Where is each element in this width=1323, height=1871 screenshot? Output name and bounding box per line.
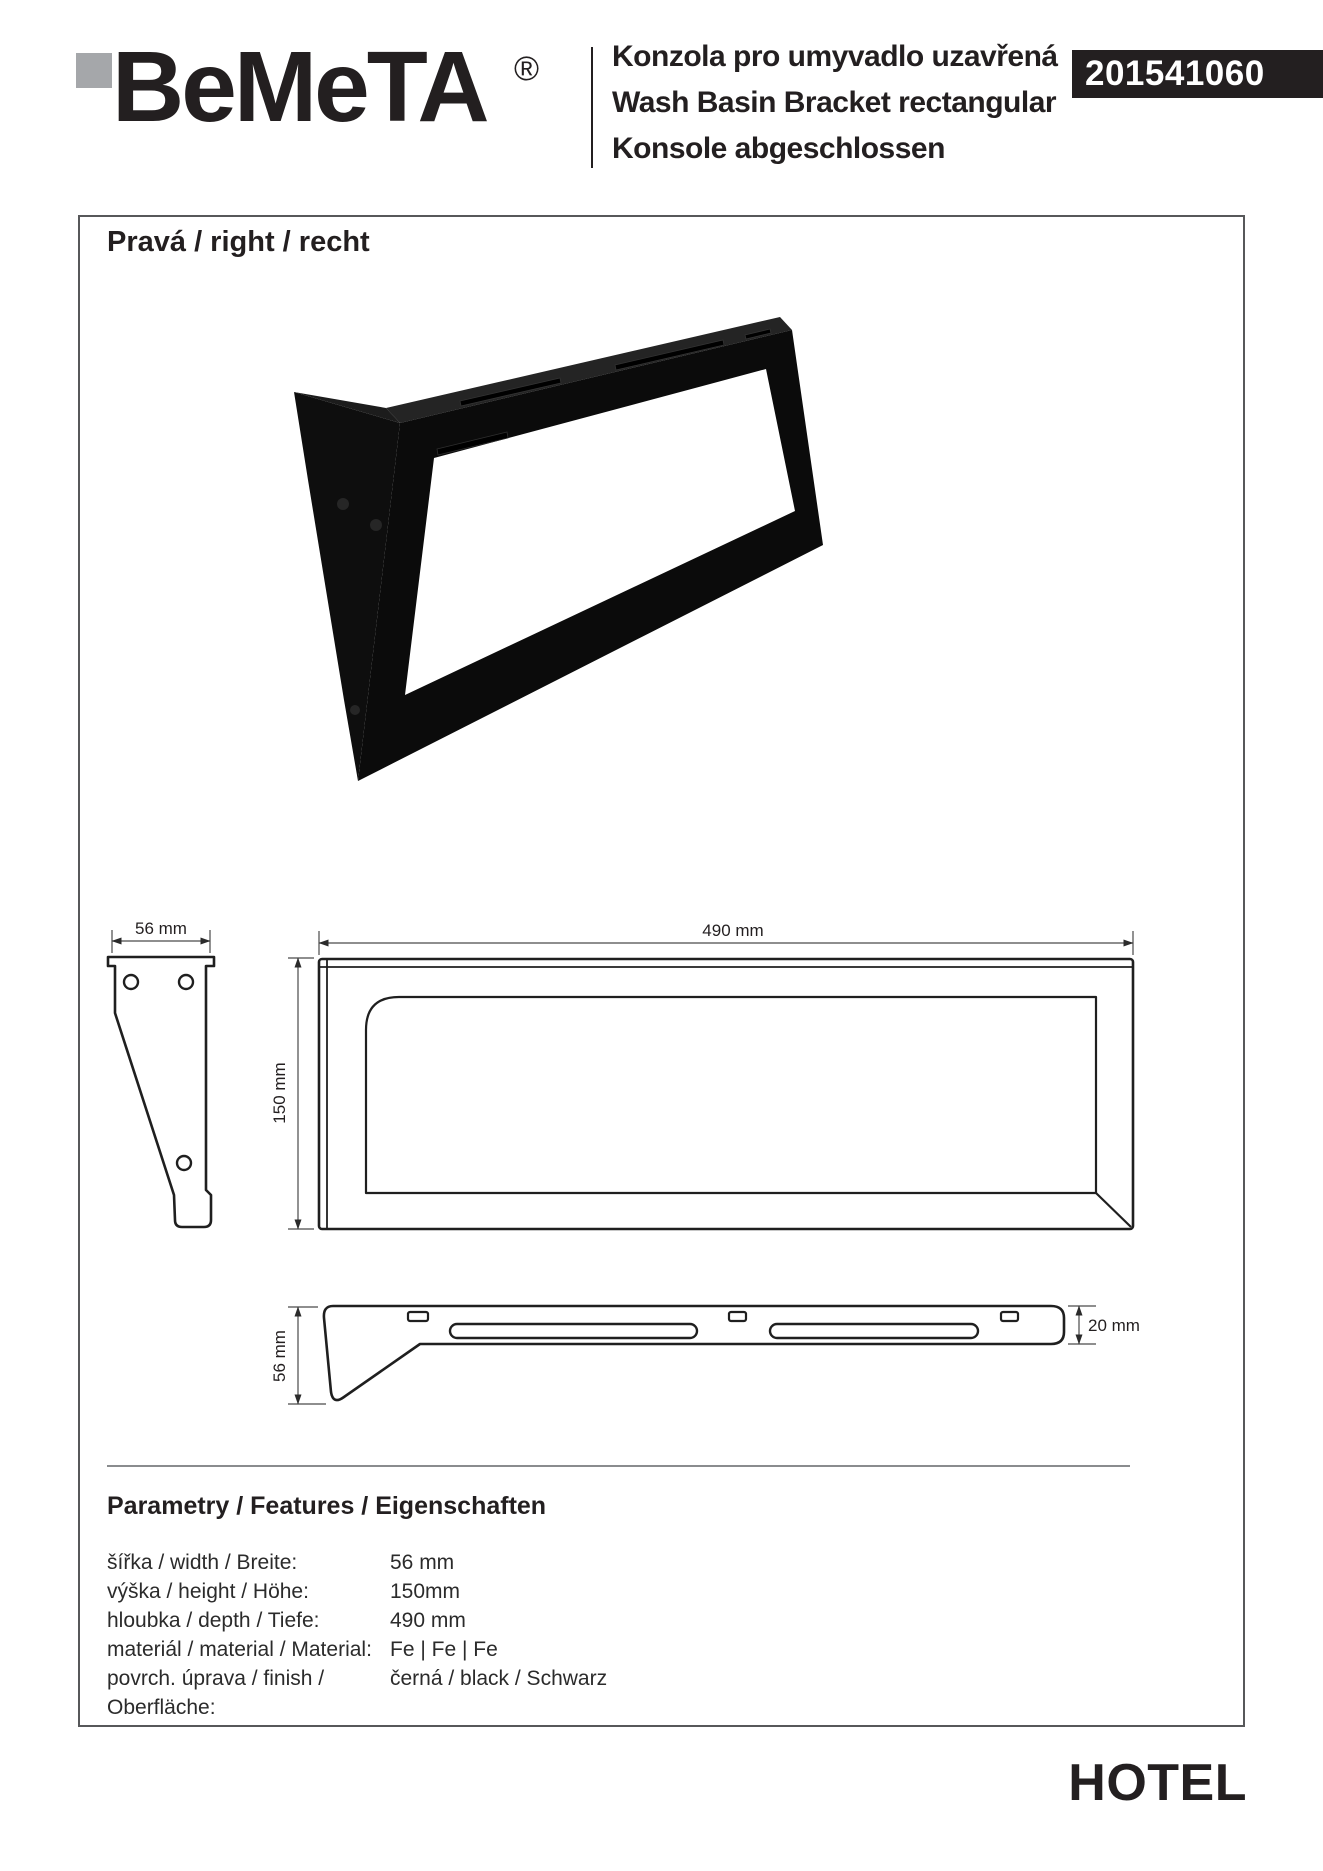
section-divider bbox=[107, 1465, 1130, 1467]
dim-label-front-length: 490 mm bbox=[702, 921, 764, 940]
param-label: hloubka / depth / Tiefe: bbox=[107, 1609, 320, 1632]
table-row bbox=[107, 1606, 807, 1635]
param-value: černá / black / Schwarz bbox=[390, 1667, 608, 1690]
param-label: povrch. úprava / finish / Oberfläche: bbox=[107, 1667, 325, 1719]
table-row bbox=[107, 1548, 807, 1577]
param-label: šířka / width / Breite: bbox=[107, 1551, 298, 1574]
product-title-cs: Konzola pro umyvadlo uzavřená bbox=[612, 40, 1058, 73]
brand-square-icon bbox=[76, 53, 112, 88]
table-row bbox=[107, 1664, 807, 1719]
dim-label-front-height: 150 mm bbox=[270, 1062, 289, 1124]
product-title-block bbox=[612, 34, 1062, 172]
parameters-heading: Parametry / Features / Eigenschaften bbox=[107, 1492, 547, 1520]
dim-label-side-width: 56 mm bbox=[135, 919, 187, 938]
plan-view bbox=[324, 1306, 1064, 1400]
bracket-3d-render bbox=[294, 317, 823, 781]
param-label: výška / height / Höhe: bbox=[107, 1580, 309, 1603]
dim-label-plan-thickness: 20 mm bbox=[1088, 1316, 1140, 1335]
registered-trademark-icon: ® bbox=[514, 50, 540, 88]
front-view bbox=[319, 959, 1133, 1229]
collection-label: HOTEL bbox=[1068, 1754, 1247, 1812]
parameters-table bbox=[107, 1548, 807, 1719]
product-code: 201541060 bbox=[1085, 54, 1265, 93]
orientation-heading: Pravá / right / recht bbox=[107, 226, 370, 258]
param-value: Fe | Fe | Fe bbox=[390, 1638, 498, 1661]
dim-label-plan-width: 56 mm bbox=[270, 1330, 289, 1382]
table-row bbox=[107, 1577, 807, 1606]
brand-logo: BeMeTA bbox=[112, 31, 487, 143]
product-code-badge bbox=[1072, 50, 1323, 98]
side-view bbox=[108, 957, 214, 1227]
table-row bbox=[107, 1635, 807, 1664]
param-label: materiál / material / Material: bbox=[107, 1638, 372, 1661]
product-title-en: Wash Basin Bracket rectangular bbox=[612, 86, 1057, 119]
product-title-de: Konsole abgeschlossen bbox=[612, 132, 945, 165]
header-divider bbox=[591, 47, 593, 168]
param-value: 490 mm bbox=[390, 1609, 466, 1632]
dim-plan-width bbox=[288, 1307, 326, 1404]
dim-front-height bbox=[288, 958, 314, 1229]
param-value: 56 mm bbox=[390, 1551, 455, 1574]
param-value: 150mm bbox=[390, 1580, 461, 1603]
